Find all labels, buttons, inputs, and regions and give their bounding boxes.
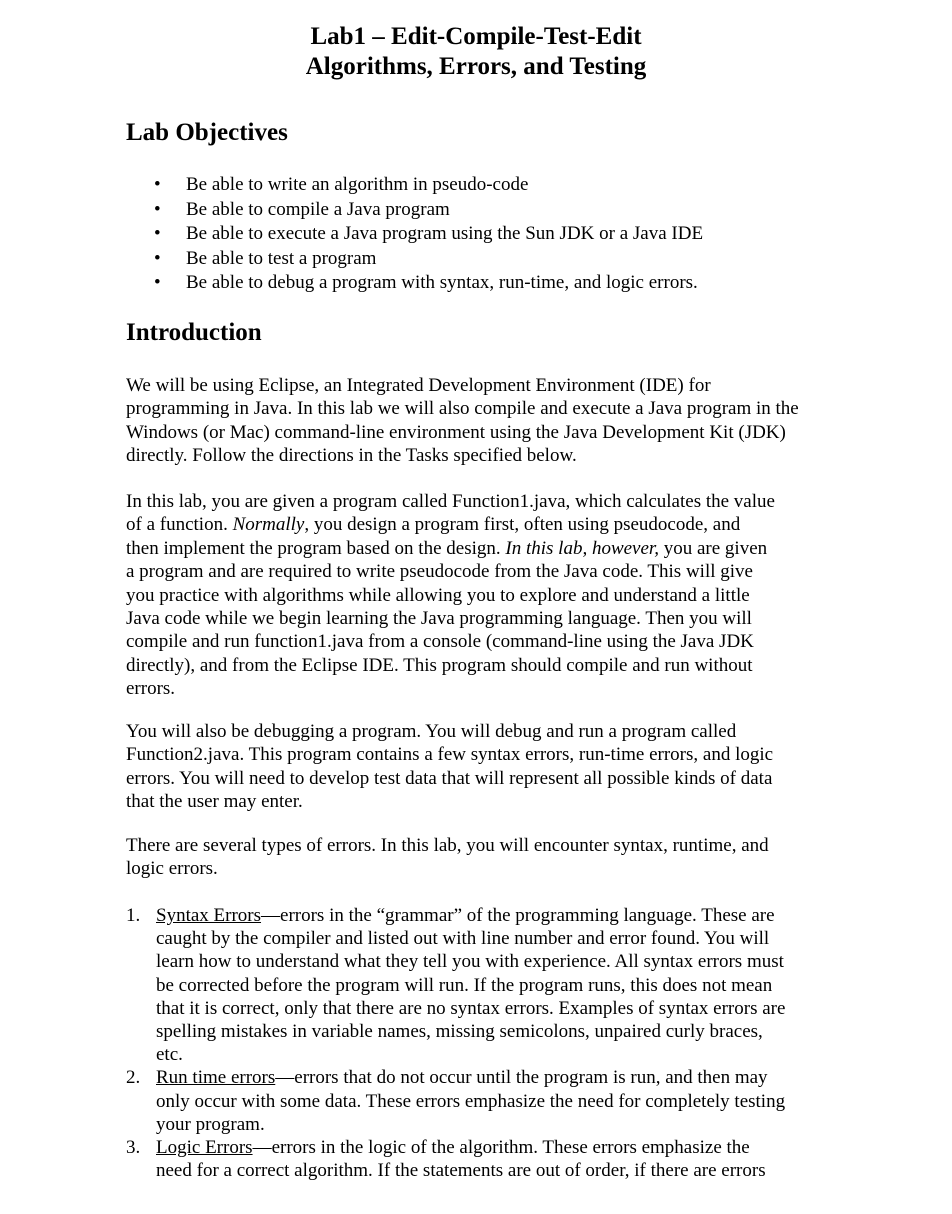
paragraph-line: You will also be debugging a program. You will debug and run a program called <box>126 721 737 742</box>
list-item <box>126 198 703 223</box>
objective-text: Be able to write an algorithm in pseudo-code <box>186 174 529 195</box>
paragraph-line: errors. You will need to develop test data that will represent all possible kinds of data <box>126 767 773 789</box>
paragraph-line: compile and run function1.java from a console (command-line using the Java JDK <box>126 631 754 653</box>
emphasis-normally: Normally <box>232 514 305 536</box>
document-title-line-1: Lab1 – Edit-Compile-Test-Edit <box>310 23 642 50</box>
paragraph-line: Windows (or Mac) command-line environment using the Java Development Kit (JDK) <box>126 421 786 443</box>
list-number: 1. <box>126 905 141 926</box>
paragraph-line <box>126 513 846 536</box>
paragraph-line: spelling mistakes in variable names, missing semicolons, unpaired curly braces, <box>156 1021 763 1043</box>
intro-paragraph-1 <box>126 374 846 468</box>
list-item-logic-errors <box>126 1136 785 1182</box>
paragraph-line <box>156 1066 785 1089</box>
paragraph-line: be corrected before the program will run. If the program runs, this does not mean <box>156 974 773 996</box>
list-number: 3. <box>126 1137 141 1159</box>
list-item-run-time-errors <box>126 1066 785 1136</box>
term-syntax-errors: Syntax Errors <box>156 905 262 926</box>
intro-paragraph-2 <box>126 490 846 701</box>
paragraph-line: need for a correct algorithm. If the statements are out of order, if there are errors <box>156 1160 766 1182</box>
term-logic-errors: Logic Errors <box>156 1137 253 1159</box>
text-run: —errors that do not occur until the program is run, and then may <box>275 1067 768 1089</box>
list-item <box>126 271 703 296</box>
bullet-icon: • <box>154 198 161 220</box>
bullet-icon: • <box>154 223 161 244</box>
paragraph-line: Java code while we begin learning the Java programming language. Then you will <box>126 608 752 630</box>
lab-objectives-heading: Lab Objectives <box>126 119 288 146</box>
paragraph-line: directly), and from the Eclipse IDE. This program should compile and run without <box>126 654 753 676</box>
paragraph-line: In this lab, you are given a program called Function1.java, which calculates the value <box>126 491 775 512</box>
paragraph-line: Function2.java. This program contains a few syntax errors, run-time errors, and logic <box>126 744 774 766</box>
list-number: 2. <box>126 1067 141 1089</box>
introduction-heading: Introduction <box>126 319 262 346</box>
paragraph-line: learn how to understand what they tell you with experience. All syntax errors must <box>156 951 784 973</box>
paragraph-line <box>156 1136 785 1159</box>
paragraph-line: etc. <box>156 1044 183 1066</box>
document-title-line-2: Algorithms, Errors, and Testing <box>305 53 647 80</box>
text-run: then implement the program based on the design. <box>126 537 506 559</box>
error-types-list <box>126 904 785 1182</box>
objectives-list <box>126 173 703 296</box>
objective-text: Be able to debug a program with syntax, run-time, and logic errors. <box>186 272 698 293</box>
paragraph-line: a program and are required to write pseudocode from the Java code. This will give <box>126 561 753 583</box>
paragraph-line: logic errors. <box>126 858 218 880</box>
paragraph-line: directly. Follow the directions in the Tasks specified below. <box>126 445 577 467</box>
list-item <box>126 222 703 247</box>
list-item <box>126 173 703 198</box>
objective-text: Be able to test a program <box>186 247 377 269</box>
paragraph-line: your program. <box>156 1113 265 1135</box>
text-run: —errors in the logic of the algorithm. These errors emphasize the <box>252 1137 750 1159</box>
paragraph-line: only occur with some data. These errors emphasize the need for completely testing <box>156 1090 786 1112</box>
emphasis-however: In this lab, however, <box>505 537 659 559</box>
text-run: , you design a program first, often using pseudocode, and <box>304 514 741 536</box>
paragraph-line: errors. <box>126 678 176 700</box>
paragraph-line: programming in Java. In this lab we will also compile and execute a Java program in the <box>126 398 799 420</box>
list-item-syntax-errors <box>126 904 785 1066</box>
paragraph-line: that the user may enter. <box>126 791 303 813</box>
paragraph-line <box>156 904 785 927</box>
paragraph-line: that it is correct, only that there are no syntax errors. Examples of syntax errors are <box>156 997 786 1019</box>
paragraph-line: We will be using Eclipse, an Integrated Development Environment (IDE) for <box>126 375 711 396</box>
intro-paragraph-3 <box>126 720 846 814</box>
bullet-icon: • <box>154 174 161 195</box>
objective-text: Be able to execute a Java program using the Sun JDK or a Java IDE <box>186 223 704 244</box>
term-run-time-errors: Run time errors <box>156 1067 276 1089</box>
text-run: you are given <box>658 537 768 559</box>
list-item <box>126 247 703 272</box>
bullet-icon: • <box>154 247 161 269</box>
paragraph-line <box>126 537 846 560</box>
paragraph-line: you practice with algorithms while allowing you to explore and understand a little <box>126 584 750 606</box>
bullet-icon: • <box>154 272 161 293</box>
paragraph-line: caught by the compiler and listed out with line number and error found. You will <box>156 928 770 950</box>
paragraph-line: There are several types of errors. In this lab, you will encounter syntax, runtime, and <box>126 835 769 856</box>
intro-paragraph-4 <box>126 834 846 881</box>
text-run: —errors in the “grammar” of the programming language. These are <box>261 905 775 926</box>
text-run: of a function. <box>126 514 233 536</box>
objective-text: Be able to compile a Java program <box>186 198 450 220</box>
